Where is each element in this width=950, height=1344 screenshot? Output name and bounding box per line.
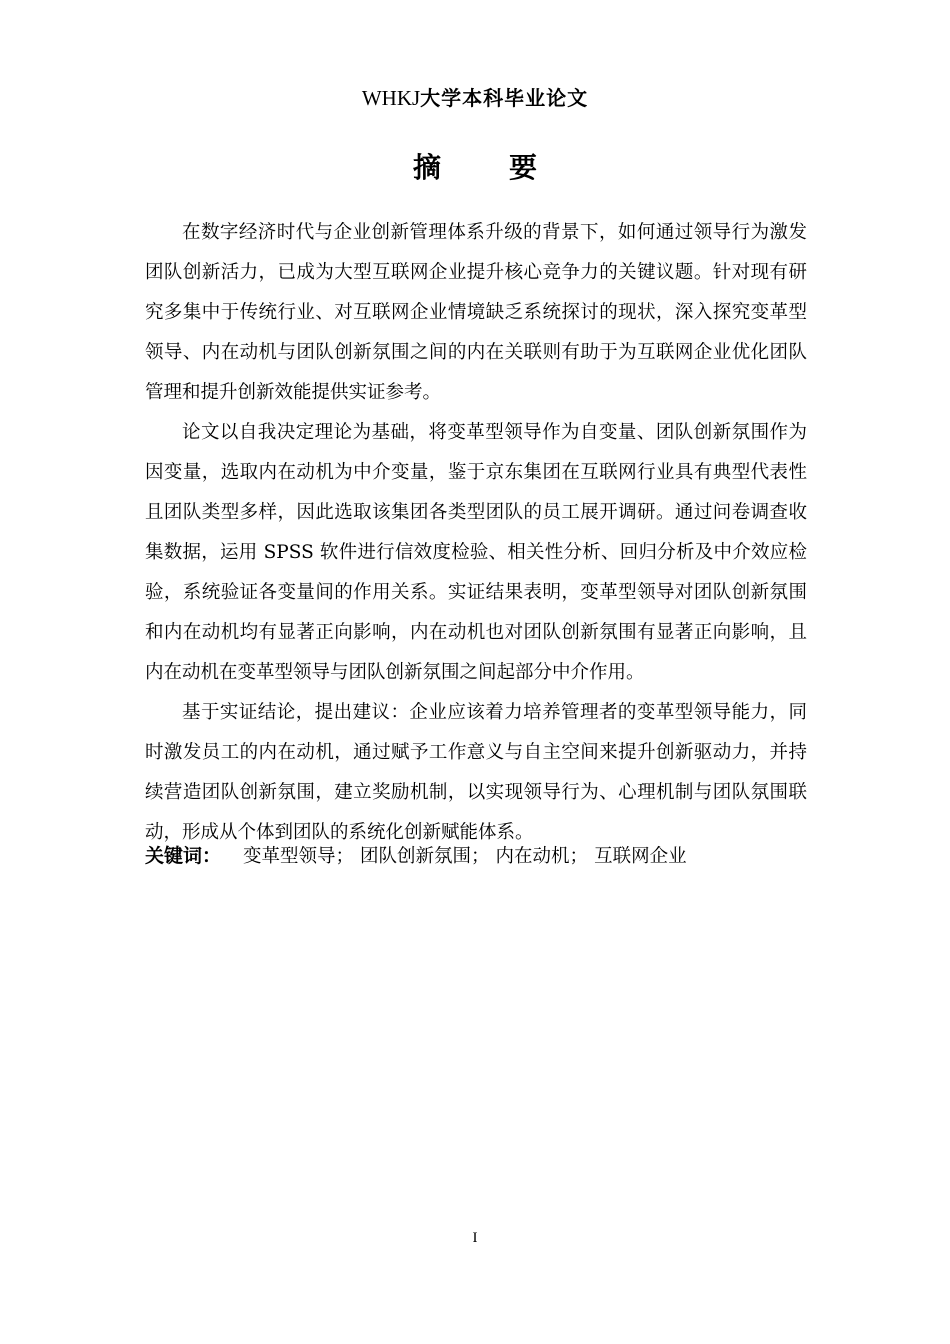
abstract-title bbox=[0, 146, 950, 186]
keywords-label: 关键词： bbox=[145, 845, 222, 867]
abstract-title-char-2: 要 bbox=[509, 151, 538, 184]
keyword-item: 内在动机； bbox=[495, 846, 589, 867]
running-header bbox=[0, 82, 950, 111]
abstract-paragraph-3: 基于实证结论，提出建议：企业应该着力培养管理者的变革型领导能力，同时激发员工的内在动机，通过赋予工作意义与自主空间来提升创新驱动力，并持续营造团队创新氛围，建立奖励机制，以实现领导行为、心理机制与团队氛围联动，形成从个体到团队的系统化创新赋能体系。 bbox=[145, 702, 807, 843]
keyword-item: 变革型领导； bbox=[243, 846, 355, 867]
page-number: I bbox=[472, 1230, 478, 1246]
keywords-line bbox=[145, 840, 807, 873]
abstract-paragraph-1: 在数字经济时代与企业创新管理体系升级的背景下，如何通过领导行为激发团队创新活力，已成为大型互联网企业提升核心竞争力的关键议题。针对现有研究多集中于传统行业、对互联网企业情境缺乏系统探讨的现状，深入探究变革型领导、内在动机与团队创新氛围之间的内在关联则有助于为互联网企业优化团队管理和提升创新效能提供实证参考。 bbox=[145, 222, 807, 403]
header-thesis-label: 大学本科毕业论文 bbox=[420, 86, 589, 110]
keyword-item: 团队创新氛围； bbox=[360, 846, 490, 867]
abstract-body bbox=[145, 213, 807, 853]
header-school-code: WHKJ bbox=[361, 86, 421, 110]
abstract-title-char-1: 摘 bbox=[412, 151, 441, 184]
keyword-item: 互联网企业 bbox=[594, 846, 687, 867]
abstract-paragraph-2: 论文以自我决定理论为基础，将变革型领导作为自变量、团队创新氛围作为因变量，选取内在动机为中介变量，鉴于京东集团在互联网行业具有典型代表性且团队类型多样，因此选取该集团各类型团队的员工展开调研。通过问卷调查收集数据，运用 SPSS 软件进行信效度检验、相关性分析、回归分析及中介效应检验，系统验证各变量间的作用关系。实证结果表明，变革型领导对团队创新氛围和内在动机均有显著正向影响，内在动机也对团队创新氛围有显著正向影响，且内在动机在变革型领导与团队创新氛围之间起部分中介作用。 bbox=[145, 422, 807, 683]
